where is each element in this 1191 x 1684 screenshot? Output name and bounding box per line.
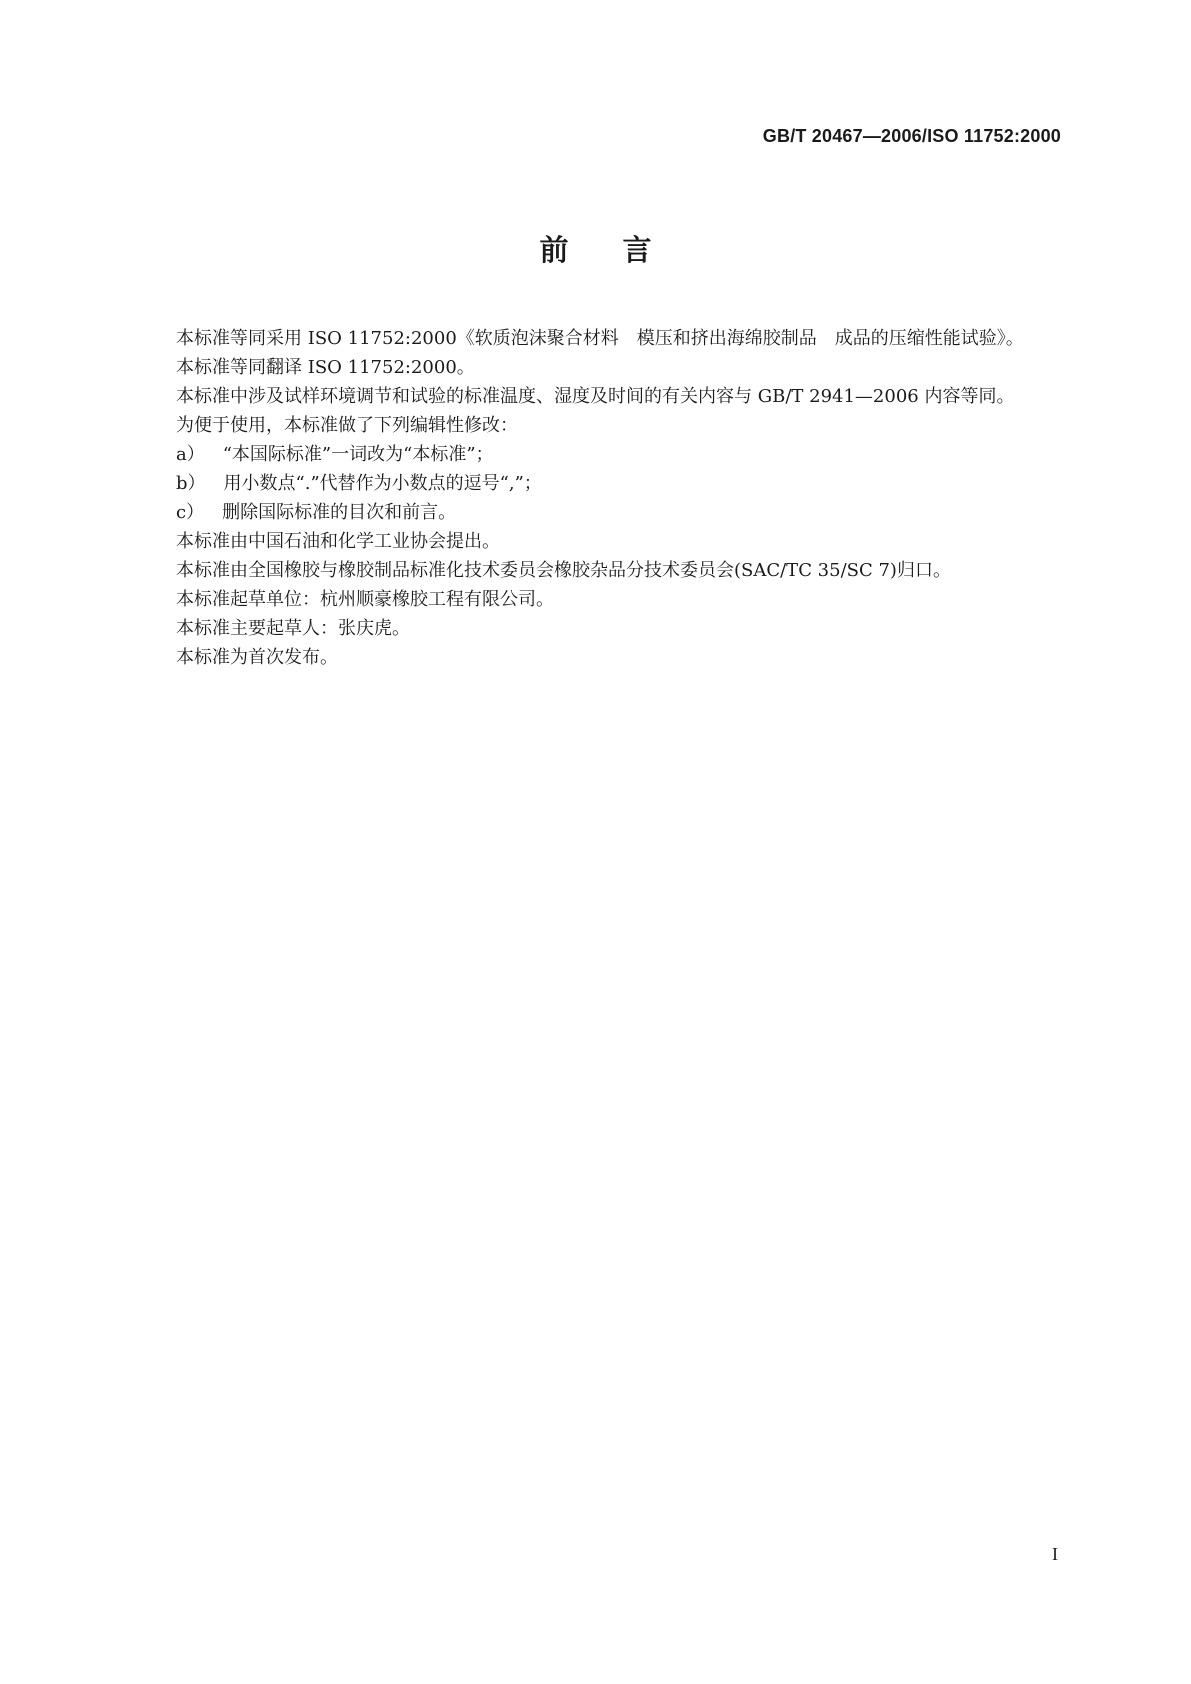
standard-code: GB/T 20467—2006/ISO 11752:2000 bbox=[762, 126, 1061, 146]
paragraph-environment: 本标准中涉及试样环境调节和试验的标准温度、湿度及时间的有关内容与 GB/T 2941—2006 内容等同。 bbox=[176, 386, 1015, 407]
paragraph-drafter: 本标准主要起草人：张庆虎。 bbox=[176, 618, 410, 639]
paragraph-proposer: 本标准由中国石油和化学工业协会提出。 bbox=[176, 531, 500, 552]
paragraph-translation: 本标准等同翻译 ISO 11752:2000。 bbox=[176, 357, 475, 378]
list-text: “本国际标准”一词改为“本标准”； bbox=[222, 444, 494, 465]
list-text: 用小数点“.”代替作为小数点的逗号“,”； bbox=[223, 473, 542, 494]
list-marker: a） bbox=[176, 444, 205, 465]
page-number: I bbox=[1052, 1544, 1058, 1564]
list-marker: b） bbox=[176, 473, 206, 494]
paragraph-first-release: 本标准为首次发布。 bbox=[176, 647, 338, 668]
document-body bbox=[131, 324, 1060, 672]
paragraph-adoption: 本标准等同采用 ISO 11752:2000《软质泡沫聚合材料 模压和挤出海绵胶制品 成品的压缩性能试验》。 bbox=[176, 328, 1024, 349]
page-title: 前言 bbox=[539, 233, 706, 267]
paragraph-edits-intro: 为便于使用，本标准做了下列编辑性修改： bbox=[176, 415, 518, 436]
paragraph-committee: 本标准由全国橡胶与橡胶制品标准化技术委员会橡胶杂品分技术委员会(SAC/TC 35/SC 7)归口。 bbox=[176, 560, 951, 581]
list-marker: c） bbox=[176, 502, 205, 523]
list-item bbox=[131, 440, 1060, 469]
paragraph-drafting-unit: 本标准起草单位：杭州顺豪橡胶工程有限公司。 bbox=[176, 589, 554, 610]
list-item bbox=[131, 469, 1060, 498]
list-item bbox=[131, 498, 1060, 527]
list-text: 删除国际标准的目次和前言。 bbox=[222, 502, 457, 523]
